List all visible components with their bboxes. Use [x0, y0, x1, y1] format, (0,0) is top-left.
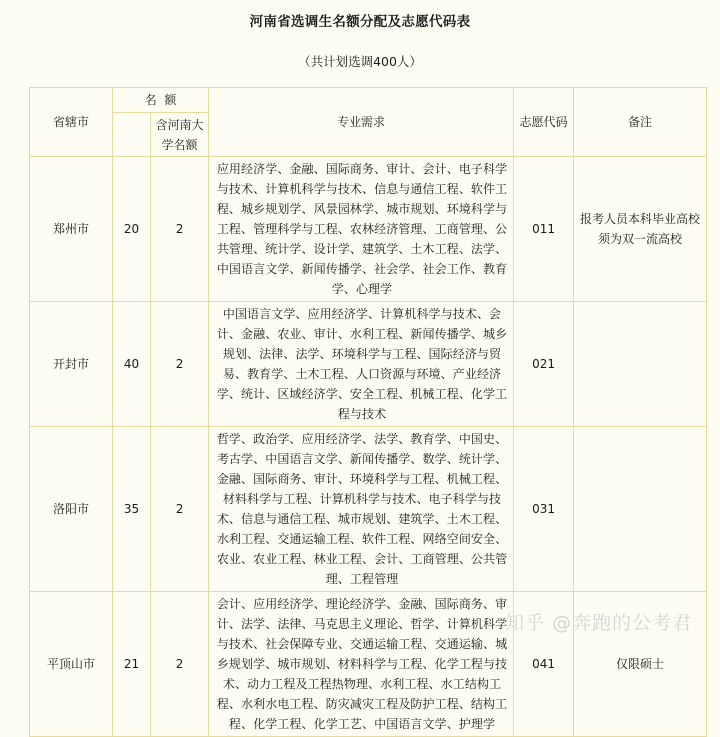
header-henan-univ: 含河南大学名额 — [151, 113, 209, 157]
watermark-site: 知乎 — [505, 612, 546, 634]
code-cell: 011 — [514, 157, 574, 302]
major-cell: 中国语言文学、应用经济学、计算机科学与技术、会计、金融、农业、审计、水利工程、新闻传播学、城乡规划、法律、法学、环境科学与工程、国际经济与贸易、教育学、土木工程、人口资源与环境、产业经济学、统计、区域经济学、安全工程、机械工程、化学工程与技术 — [209, 302, 514, 427]
quota-cell: 20 — [113, 157, 151, 302]
city-cell: 开封市 — [30, 302, 113, 427]
header-quota: 名 额 — [113, 88, 209, 113]
code-cell: 021 — [514, 302, 574, 427]
city-cell: 洛阳市 — [30, 427, 113, 592]
header-row — [30, 88, 707, 113]
code-cell: 031 — [514, 427, 574, 592]
major-cell: 哲学、政治学、应用经济学、法学、教育学、中国史、考古学、中国语言文学、新闻传播学、数学、统计学、金融、国际商务、审计、环境科学与工程、机械工程、材料科学与工程、计算机科学与技术、电子科学与技术、信息与通信工程、城市规划、建筑学、土木工程、水利工程、交通运输工程、软件工程、网络空间安全、农业、农业工程、林业工程、会计、工商管理、公共管理、工程管理 — [209, 427, 514, 592]
table-row — [30, 157, 707, 302]
watermark-author: @奔跑的公考君 — [552, 612, 693, 634]
note-cell — [574, 427, 707, 592]
city-cell: 平顶山市 — [30, 592, 113, 737]
city-cell: 郑州市 — [30, 157, 113, 302]
header-note: 备注 — [574, 88, 707, 157]
henan-quota-cell: 2 — [151, 302, 209, 427]
code-cell: 041 — [514, 592, 574, 737]
note-cell: 报考人员本科毕业高校须为双一流高校 — [574, 157, 707, 302]
quota-cell: 35 — [113, 427, 151, 592]
quota-table — [29, 87, 707, 737]
watermark — [505, 608, 692, 635]
note-cell: 仅限硕士 — [574, 592, 707, 737]
header-major: 专业需求 — [209, 88, 514, 157]
header-quota-total — [113, 113, 151, 157]
henan-quota-cell: 2 — [151, 427, 209, 592]
major-cell: 会计、应用经济学、理论经济学、金融、国际商务、审计、法学、法律、马克思主义理论、哲学、计算机科学与技术、社会保障专业、交通运输工程、交通运输、城乡规划学、城市规划、材料科学与工程、化学工程与技术、动力工程及工程热物理、水利工程、水工结构工程、水利水电工程、防灾减灾工程及防护工程、结构工程、化学工程、化学工艺、中国语言文学、护理学 — [209, 592, 514, 737]
table-row — [30, 427, 707, 592]
note-cell — [574, 302, 707, 427]
page-subtitle: （共计划选调400人） — [298, 54, 422, 69]
header-city: 省辖市 — [30, 88, 113, 157]
henan-quota-cell: 2 — [151, 592, 209, 737]
table-row — [30, 302, 707, 427]
page-title: 河南省选调生名额分配及志愿代码表 — [249, 14, 471, 30]
henan-quota-cell: 2 — [151, 157, 209, 302]
major-cell: 应用经济学、金融、国际商务、审计、会计、电子科学与技术、计算机科学与技术、信息与通信工程、软件工程、城乡规划学、风景园林学、城市规划、环境科学与工程、管理科学与工程、农林经济管理、工商管理、公共管理、统计学、设计学、建筑学、土木工程、法学、中国语言文学、新闻传播学、社会学、社会工作、教育学、心理学 — [209, 157, 514, 302]
quota-cell: 21 — [113, 592, 151, 737]
header-code: 志愿代码 — [514, 88, 574, 157]
quota-cell: 40 — [113, 302, 151, 427]
